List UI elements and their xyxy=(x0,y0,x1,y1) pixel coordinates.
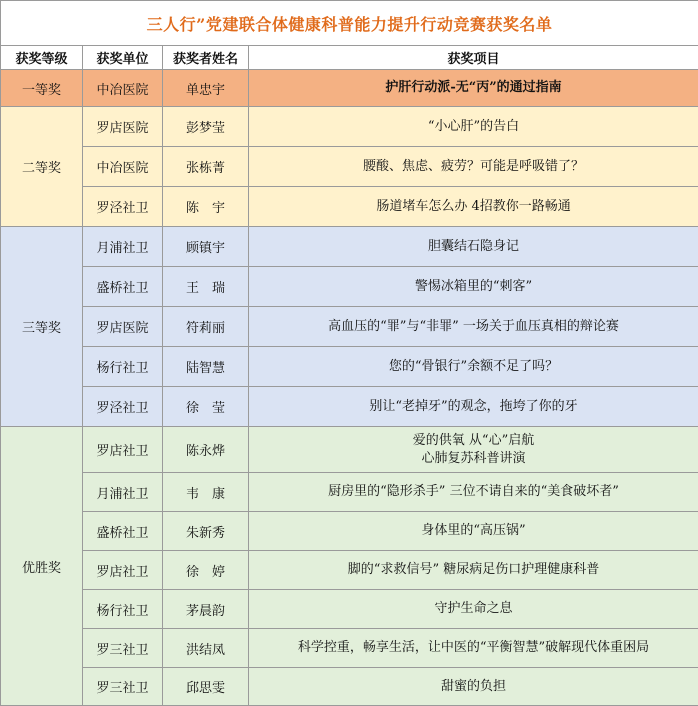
unit-cell: 中冶医院 xyxy=(83,70,163,107)
table-title: 三人行”党建联合体健康科普能力提升行动竞赛获奖名单 xyxy=(1,1,698,46)
name-cell: 单忠宇 xyxy=(163,70,249,107)
table-row xyxy=(1,551,698,590)
unit-cell: 罗三社卫 xyxy=(83,668,163,706)
unit-cell: 盛桥社卫 xyxy=(83,267,163,307)
project-cell xyxy=(249,427,698,473)
unit-cell: 中冶医院 xyxy=(83,147,163,187)
table-row xyxy=(1,347,698,387)
project-cell: 科学控重，畅享生活，让中医的“平衡智慧”破解现代体重困局 xyxy=(249,629,698,668)
table-row xyxy=(1,307,698,347)
project-cell: 脚的“求救信号” 糖尿病足伤口护理健康科普 xyxy=(249,551,698,590)
project-cell: 别让“老掉牙”的观念，拖垮了你的牙 xyxy=(249,387,698,427)
project-cell: 胆囊结石隐身记 xyxy=(249,227,698,267)
unit-cell: 盛桥社卫 xyxy=(83,512,163,551)
project-cell: 甜蜜的负担 xyxy=(249,668,698,706)
project-cell: 厨房里的“隐形杀手” 三位不请自来的“美食破坏者” xyxy=(249,473,698,512)
project-line-1: 爱的供氧 从“心”启航 xyxy=(249,432,698,450)
name-cell: 彭梦莹 xyxy=(163,107,249,147)
level-second: 二等奖 xyxy=(1,107,83,227)
name-cell: 邱思雯 xyxy=(163,668,249,706)
project-cell: 守护生命之息 xyxy=(249,590,698,629)
project-cell: 腰酸、焦虑、疲劳？可能是呼吸错了？ xyxy=(249,147,698,187)
table-row xyxy=(1,267,698,307)
table-row xyxy=(1,187,698,227)
project-cell: 肠道堵车怎么办 4招教你一路畅通 xyxy=(249,187,698,227)
name-cell: 洪结凤 xyxy=(163,629,249,668)
header-row xyxy=(1,46,698,70)
header-project: 获奖项目 xyxy=(249,46,698,70)
table-row xyxy=(1,590,698,629)
project-cell: “小心肝”的告白 xyxy=(249,107,698,147)
table-row xyxy=(1,629,698,668)
project-cell: 身体里的“高压锅” xyxy=(249,512,698,551)
table-row xyxy=(1,70,698,107)
table-row xyxy=(1,387,698,427)
name-cell: 韦 康 xyxy=(163,473,249,512)
unit-cell: 罗三社卫 xyxy=(83,629,163,668)
unit-cell: 罗店医院 xyxy=(83,307,163,347)
table-row xyxy=(1,227,698,267)
table-row xyxy=(1,147,698,187)
unit-cell: 罗店医院 xyxy=(83,107,163,147)
table-row xyxy=(1,473,698,512)
unit-cell: 罗泾社卫 xyxy=(83,187,163,227)
name-cell: 徐 婷 xyxy=(163,551,249,590)
header-unit: 获奖单位 xyxy=(83,46,163,70)
header-name: 获奖者姓名 xyxy=(163,46,249,70)
project-cell: 高血压的“罪”与“非罪” 一场关于血压真相的辩论赛 xyxy=(249,307,698,347)
unit-cell: 罗泾社卫 xyxy=(83,387,163,427)
name-cell: 顾镇宇 xyxy=(163,227,249,267)
name-cell: 茅晨韵 xyxy=(163,590,249,629)
project-cell: 您的“骨银行”余额不足了吗？ xyxy=(249,347,698,387)
level-merit: 优胜奖 xyxy=(1,427,83,706)
unit-cell: 月浦社卫 xyxy=(83,473,163,512)
level-first: 一等奖 xyxy=(1,70,83,107)
name-cell: 陈 宇 xyxy=(163,187,249,227)
table-row xyxy=(1,512,698,551)
table-row xyxy=(1,107,698,147)
project-cell: 护肝行动派-无“丙”的通过指南 xyxy=(249,70,698,107)
header-level: 获奖等级 xyxy=(1,46,83,70)
unit-cell: 杨行社卫 xyxy=(83,347,163,387)
name-cell: 王 瑞 xyxy=(163,267,249,307)
project-line-2: 心肺复苏科普讲演 xyxy=(249,450,698,468)
level-third: 三等奖 xyxy=(1,227,83,427)
name-cell: 张栋菁 xyxy=(163,147,249,187)
unit-cell: 杨行社卫 xyxy=(83,590,163,629)
unit-cell: 月浦社卫 xyxy=(83,227,163,267)
name-cell: 徐 莹 xyxy=(163,387,249,427)
table-row xyxy=(1,427,698,473)
name-cell: 符莉丽 xyxy=(163,307,249,347)
project-cell: 警惕冰箱里的“刺客” xyxy=(249,267,698,307)
unit-cell: 罗店社卫 xyxy=(83,551,163,590)
name-cell: 陆智慧 xyxy=(163,347,249,387)
name-cell: 陈永烨 xyxy=(163,427,249,473)
name-cell: 朱新秀 xyxy=(163,512,249,551)
unit-cell: 罗店社卫 xyxy=(83,427,163,473)
